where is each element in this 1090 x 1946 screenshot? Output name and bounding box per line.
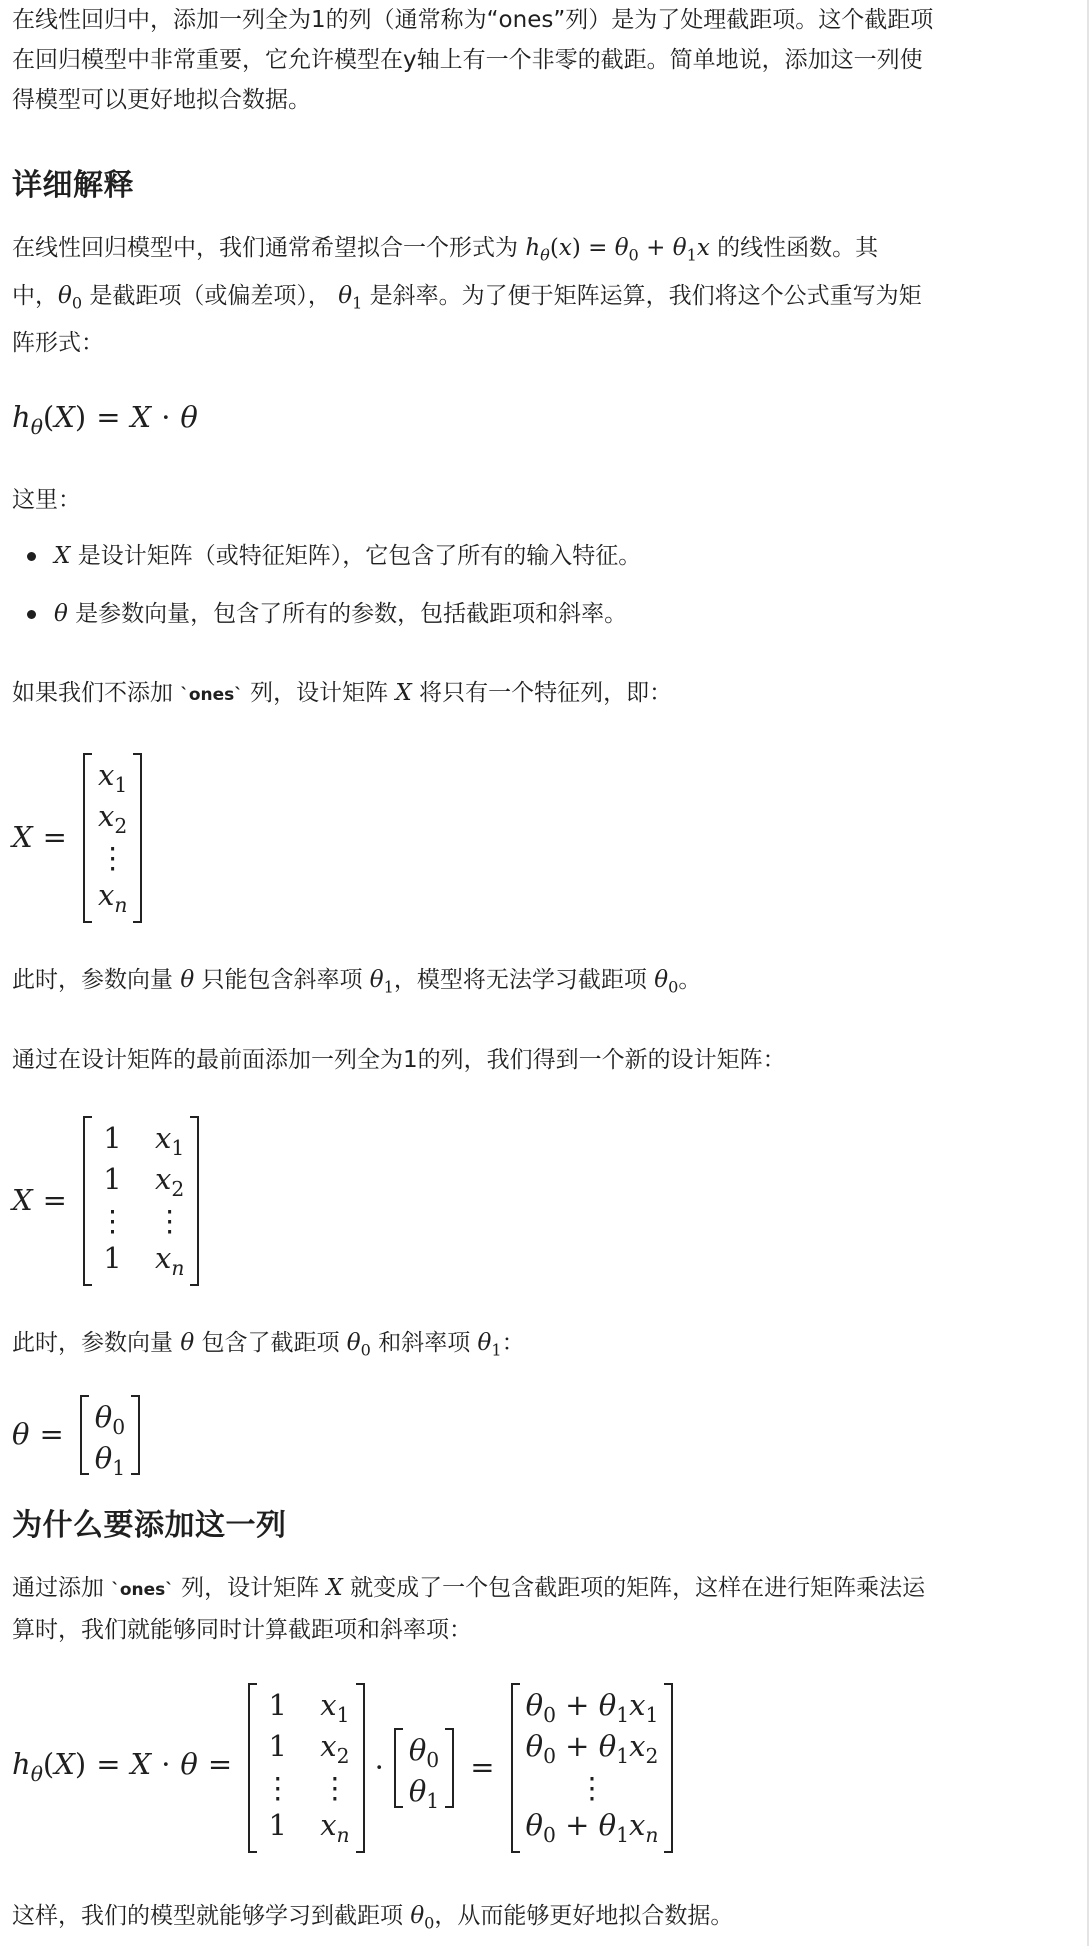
text-span: 只能包含斜率项 [201, 967, 363, 993]
paragraph: 通过在设计矩阵的最前面添加一列全为1的列，我们得到一个新的设计矩阵： [12, 1047, 786, 1073]
display-equation: X = $x_1$ $x_2$ ⋮ $x_n$ [12, 750, 1062, 925]
inline-math-theta1: $\theta_1$ [338, 282, 363, 313]
intro-line: 得模型可以更好地拟合数据。 [12, 87, 311, 113]
display-equation: $h_\theta(X) = X \cdot \theta$ = 1 $x_1$ 1 $x_2$ ⋮ ⋮ 1 $x_n$ · $\theta_0$ $\theta_1$ = $\theta_0 + \theta_1x_1$ $\theta_0 + \theta_1x_2$ ⋮ $\theta_0 + \theta_1x_n$ [12, 1680, 1062, 1855]
text-span: 将只有一个特征列，即： [419, 680, 673, 706]
section-heading: 为什么要添加这一列 [12, 1508, 287, 1543]
paragraph: 如果我们不添加 `ones` 列，设计矩阵 X 将只有一个特征列，即： [12, 680, 673, 706]
text-span: ，从而能够更好地拟合数据。 [434, 1903, 734, 1929]
text-span: 在线性回归模型中，我们通常希望拟合一个形式为 [12, 235, 518, 261]
text-span: 列，设计矩阵 [181, 1575, 320, 1601]
intro-paragraph [12, 0, 1062, 120]
right-edge-line [1087, 0, 1089, 1946]
text-span: 。 [678, 967, 702, 993]
display-equation: X = 1 $x_1$ 1 $x_2$ ⋮ ⋮ 1 $x_n$ [12, 1113, 1062, 1288]
text-span: 包含了截距项 [201, 1330, 340, 1356]
matrix: $x_1$ $x_2$ ⋮ $x_n$ [83, 753, 142, 923]
text-span: ： [501, 1330, 525, 1356]
text-span: 的线性函数。其 [717, 235, 879, 261]
text-span: 这样，我们的模型就能够学习到截距项 [12, 1903, 403, 1929]
display-equation: θ = $\theta_0$ $\theta_1$ [12, 1392, 1062, 1477]
paragraph: 通过添加 `ones` 列，设计矩阵 X 就变成了一个包含截距项的矩阵，这样在进行矩阵乘法运 算时，我们就能够同时计算截距项和斜率项： [12, 1568, 1062, 1650]
inline-code: `ones` [111, 1580, 174, 1600]
text-span: ，模型将无法学习截距项 [393, 967, 647, 993]
text-span: 就变成了一个包含截距项的矩阵，这样在进行矩阵乘法运 [350, 1575, 926, 1601]
paragraph: 此时，参数向量 θ 只能包含斜率项 $\theta_1$，模型将无法学习截距项 $\theta_0$。 [12, 967, 702, 997]
matrix: $\theta_0 + \theta_1x_1$ $\theta_0 + \theta_1x_2$ ⋮ $\theta_0 + \theta_1x_n$ [511, 1683, 674, 1853]
text-line: 阵形式： [12, 330, 104, 357]
inline-math-theta0: $\theta_0$ [58, 282, 83, 313]
text-span: 是斜率。为了便于矩阵运算，我们将这个公式重写为矩 [369, 282, 922, 309]
text-span: 列，设计矩阵 [250, 680, 389, 706]
text-line: 算时，我们就能够同时计算截距项和斜率项： [12, 1617, 472, 1643]
section-heading: 详细解释 [12, 168, 134, 203]
text-span: 此时，参数向量 [12, 1330, 173, 1356]
display-equation: $h_\theta(X) = X \cdot \theta$ [12, 399, 198, 439]
list-item: X 是设计矩阵（或特征矩阵），它包含了所有的输入特征。 [12, 536, 1062, 576]
text-span: 通过添加 [12, 1575, 104, 1601]
inline-code: `ones` [180, 685, 243, 705]
list-item: θ 是参数向量，包含了所有的参数，包括截距项和斜率。 [12, 594, 1062, 634]
matrix: $\theta_0$ $\theta_1$ [80, 1395, 140, 1475]
text-span: 是设计矩阵（或特征矩阵），它包含了所有的输入特征。 [77, 543, 642, 569]
intro-line: 在线性回归中，添加一列全为1的列（通常称为“ones”列）是为了处理截距项。这个截距项 [12, 7, 934, 33]
inline-math-hypothesis: $h_\theta(x) = \theta_0 + \theta_1x$ [525, 235, 710, 265]
text-span: 是参数向量，包含了所有的参数，包括截距项和斜率。 [75, 601, 628, 627]
intro-line: 在回归模型中非常重要，它允许模型在y轴上有一个非零的截距。简单地说，添加这一列使 [12, 47, 923, 73]
definition-list [12, 536, 1062, 634]
paragraph: 此时，参数向量 θ 包含了截距项 $\theta_0$ 和斜率项 $\theta_1$： [12, 1330, 525, 1360]
text-span: 是截距项（或偏差项）， [89, 282, 331, 309]
text-span: 如果我们不添加 [12, 680, 173, 706]
text-span: 和斜率项 [378, 1330, 471, 1356]
here-label: 这里： [12, 487, 81, 513]
paragraph: 这样，我们的模型就能够学习到截距项 $\theta_0$，从而能够更好地拟合数据。 [12, 1903, 734, 1933]
matrix: 1 $x_1$ 1 $x_2$ ⋮ ⋮ 1 $x_n$ [83, 1116, 199, 1286]
text-span: 此时，参数向量 [12, 967, 173, 993]
text-span: 中， [12, 282, 58, 309]
matrix: 1 $x_1$ 1 $x_2$ ⋮ ⋮ 1 $x_n$ [248, 1683, 364, 1853]
explanation-paragraph [12, 228, 1062, 363]
matrix: $\theta_0$ $\theta_1$ [394, 1728, 454, 1808]
